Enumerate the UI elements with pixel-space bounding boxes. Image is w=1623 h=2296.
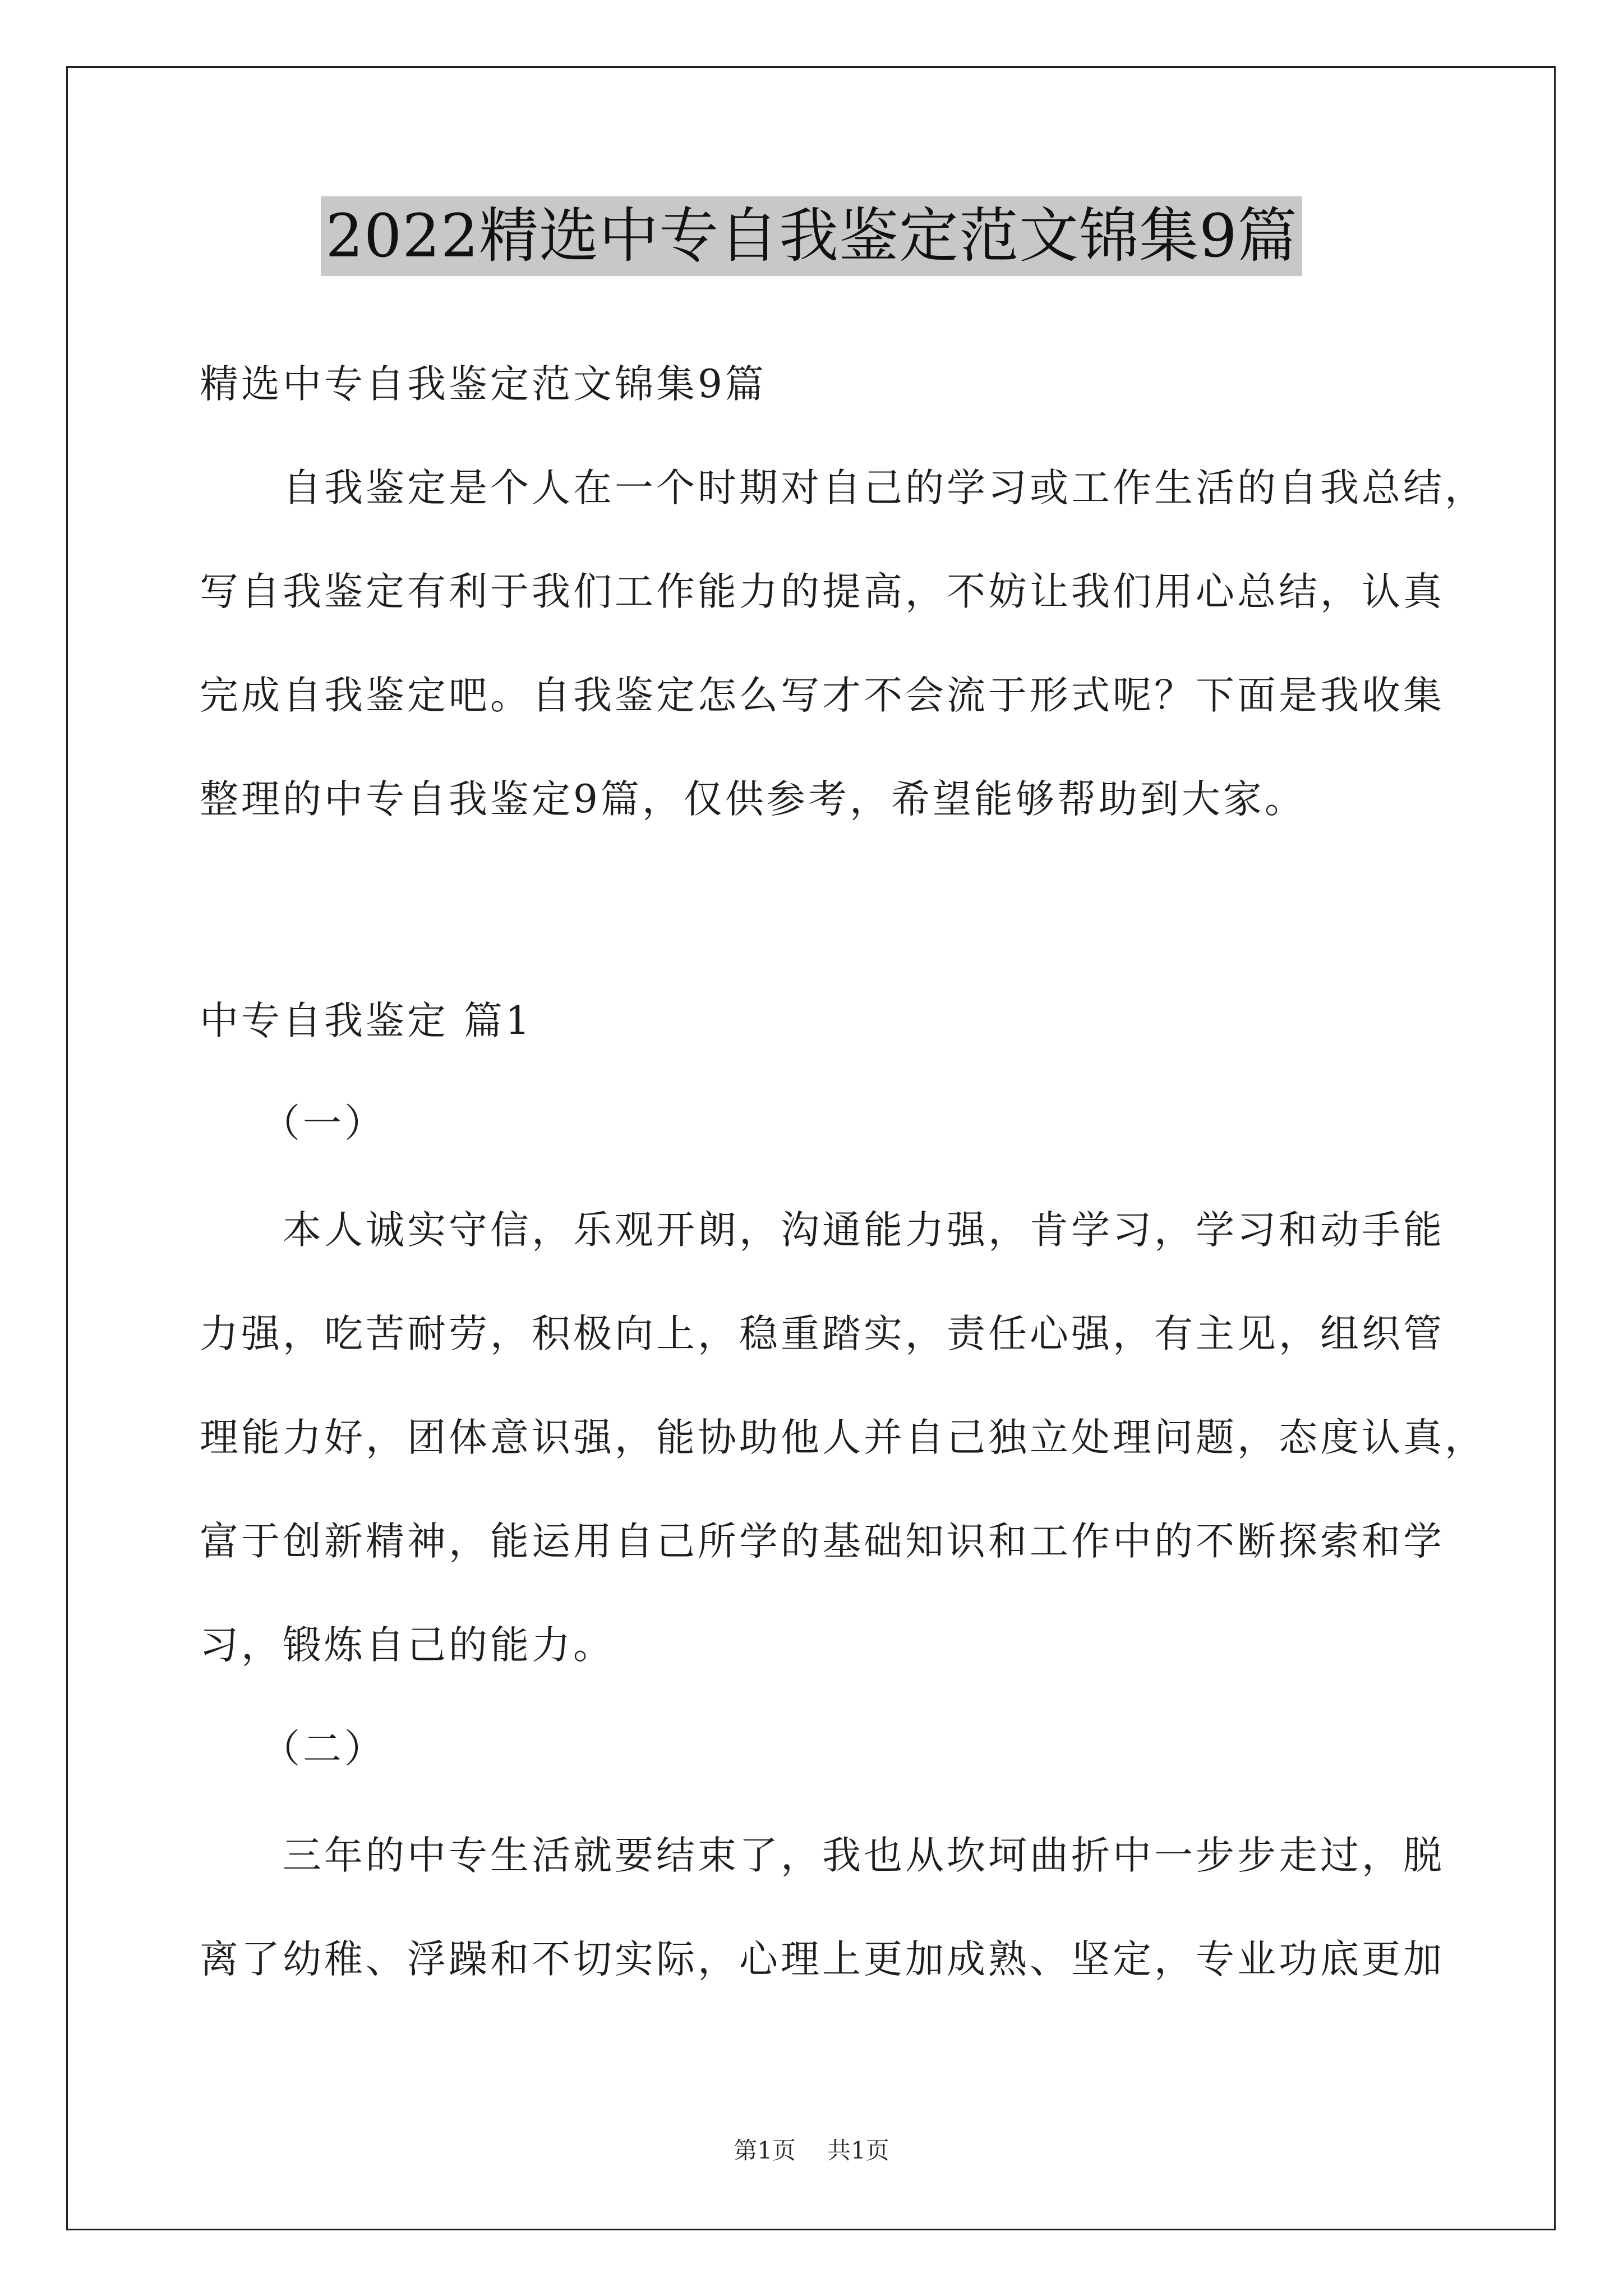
part-label: （一） — [261, 1101, 386, 1146]
page-footer — [0, 2136, 1623, 2165]
intro-line: 写自我鉴定有利于我们工作能力的提高，不妨让我们用心总结，认真 — [200, 569, 1445, 614]
section-heading: 中专自我鉴定 篇1 — [200, 999, 533, 1043]
paragraph-line: 理能力好，团体意识强，能协助他人并自己独立处理问题，态度认真， — [200, 1415, 1486, 1460]
paragraph-line: 富于创新精神，能运用自己所学的基础知识和工作中的不断探索和学 — [200, 1519, 1445, 1564]
paragraph-line: 力强，吃苦耐劳，积极向上，稳重踏实，责任心强，有主见，组织管 — [200, 1312, 1445, 1356]
paragraph-line: 本人诚实守信，乐观开朗，沟通能力强，肯学习，学习和动手能 — [283, 1208, 1445, 1253]
paragraph-line: 三年的中专生活就要结束了，我也从坎坷曲折中一步步走过，脱 — [283, 1833, 1445, 1878]
paragraph-line: 离了幼稚、浮躁和不切实际，心理上更加成熟、坚定，专业功底更加 — [200, 1937, 1445, 1982]
subtitle: 精选中专自我鉴定范文锦集9篇 — [200, 362, 767, 407]
intro-line: 自我鉴定是个人在一个时期对自己的学习或工作生活的自我总结， — [283, 466, 1486, 510]
intro-line: 完成自我鉴定吧。自我鉴定怎么写才不会流于形式呢？下面是我收集 — [200, 673, 1445, 718]
page-total: 共1页 — [827, 2137, 889, 2164]
title-block — [0, 196, 1623, 276]
paragraph-line: 习，锻炼自己的能力。 — [200, 1623, 615, 1668]
intro-line: 整理的中专自我鉴定9篇，仅供参考，希望能够帮助到大家。 — [200, 777, 1306, 822]
part-label: （二） — [261, 1727, 386, 1772]
page-number: 第1页 — [734, 2137, 796, 2164]
document-title: 2022精选中专自我鉴定范文锦集9篇 — [321, 196, 1302, 276]
